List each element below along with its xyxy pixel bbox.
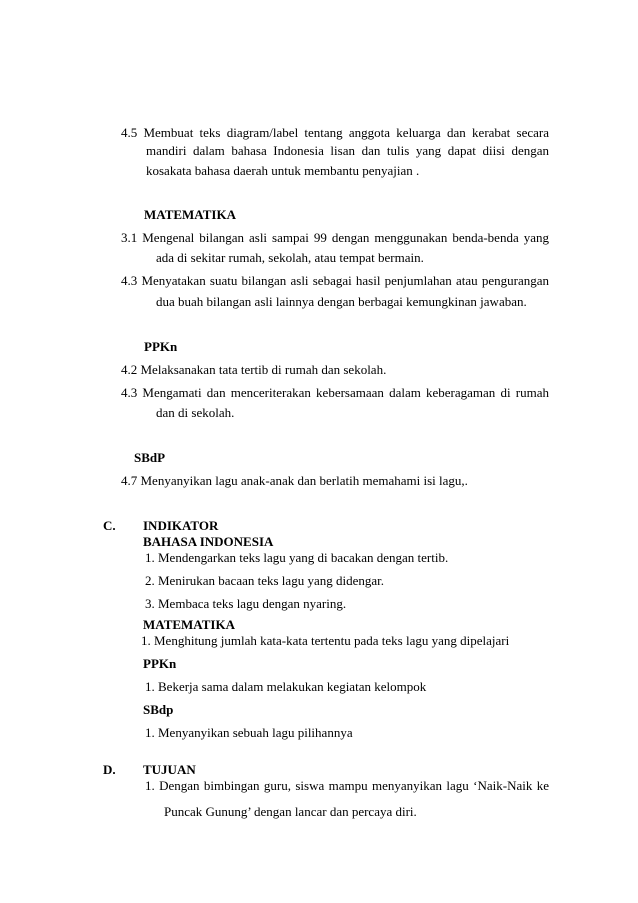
indikator-bahasa-indonesia-heading: BAHASA INDONESIA: [143, 534, 274, 549]
tujuan-item-1-line-2: Puncak Gunung’ dengan lancar dan percaya diri.: [164, 804, 417, 819]
kd-matematika-heading: MATEMATIKA: [144, 207, 236, 222]
indikator-bi-item: 1. Mendengarkan teks lagu yang di bacakan dengan tertib.: [145, 550, 449, 565]
kd-matematika-4-3-line-2: dua buah bilangan asli lainnya dengan berbagai kemungkinan jawaban.: [156, 294, 527, 309]
indikator-ppkn-heading: PPKn: [143, 656, 177, 671]
indikator-sbdp-heading: SBdp: [143, 702, 174, 717]
kd-ppkn-4-2: 4.2 Melaksanakan tata tertib di rumah dan sekolah.: [121, 362, 387, 377]
kd-3-1-line-1: 3.1 Mengenal bilangan asli sampai 99 dengan menggunakan benda-benda yang: [121, 230, 549, 245]
tujuan-item-1-line-1: 1. Dengan bimbingan guru, siswa mampu menyanyikan lagu ‘Naik-Naik ke: [145, 778, 549, 793]
indikator-ppkn-item: 1. Bekerja sama dalam melakukan kegiatan kelompok: [145, 679, 427, 694]
kd-matematika-4-3-line-1: 4.3 Menyatakan suatu bilangan asli sebagai hasil penjumlahan atau pengurangan: [121, 273, 549, 288]
indikator-sbdp-item: 1. Menyanyikan sebuah lagu pilihannya: [145, 725, 353, 740]
indikator-bi-item: 3. Membaca teks lagu dengan nyaring.: [145, 596, 347, 611]
indikator-matematika-heading: MATEMATIKA: [143, 617, 235, 632]
kd-4-5-line-1: 4.5 Membuat teks diagram/label tentang anggota keluarga dan kerabat secara: [121, 125, 549, 140]
section-d-heading: TUJUAN: [143, 762, 196, 777]
section-d-label: D.: [103, 762, 116, 777]
indikator-bi-item: 2. Menirukan bacaan teks lagu yang didengar.: [145, 573, 384, 588]
kd-sbdp-heading: SBdP: [134, 450, 166, 465]
kd-ppkn-4-3-line-2: dan di sekolah.: [156, 405, 235, 420]
kd-ppkn-4-3-line-1: 4.3 Mengamati dan menceriterakan kebersamaan dalam keberagaman di rumah: [121, 385, 549, 400]
kd-4-5-line-3: kosakata bahasa daerah untuk membantu penyajian .: [146, 163, 420, 178]
kd-3-1-line-2: ada di sekitar rumah, sekolah, atau tempat bermain.: [156, 250, 424, 265]
kd-4-5-line-2: mandiri dalam bahasa Indonesia lisan dan tulis yang dapat diisi dengan: [146, 143, 549, 158]
kd-sbdp-4-7: 4.7 Menyanyikan lagu anak-anak dan berlatih memahami isi lagu,.: [121, 473, 468, 488]
kd-ppkn-heading: PPKn: [144, 339, 178, 354]
indikator-matematika-item: 1. Menghitung jumlah kata-kata tertentu pada teks lagu yang dipelajari: [141, 633, 510, 648]
section-c-heading: INDIKATOR: [143, 518, 219, 533]
section-c-label: C.: [103, 518, 116, 533]
